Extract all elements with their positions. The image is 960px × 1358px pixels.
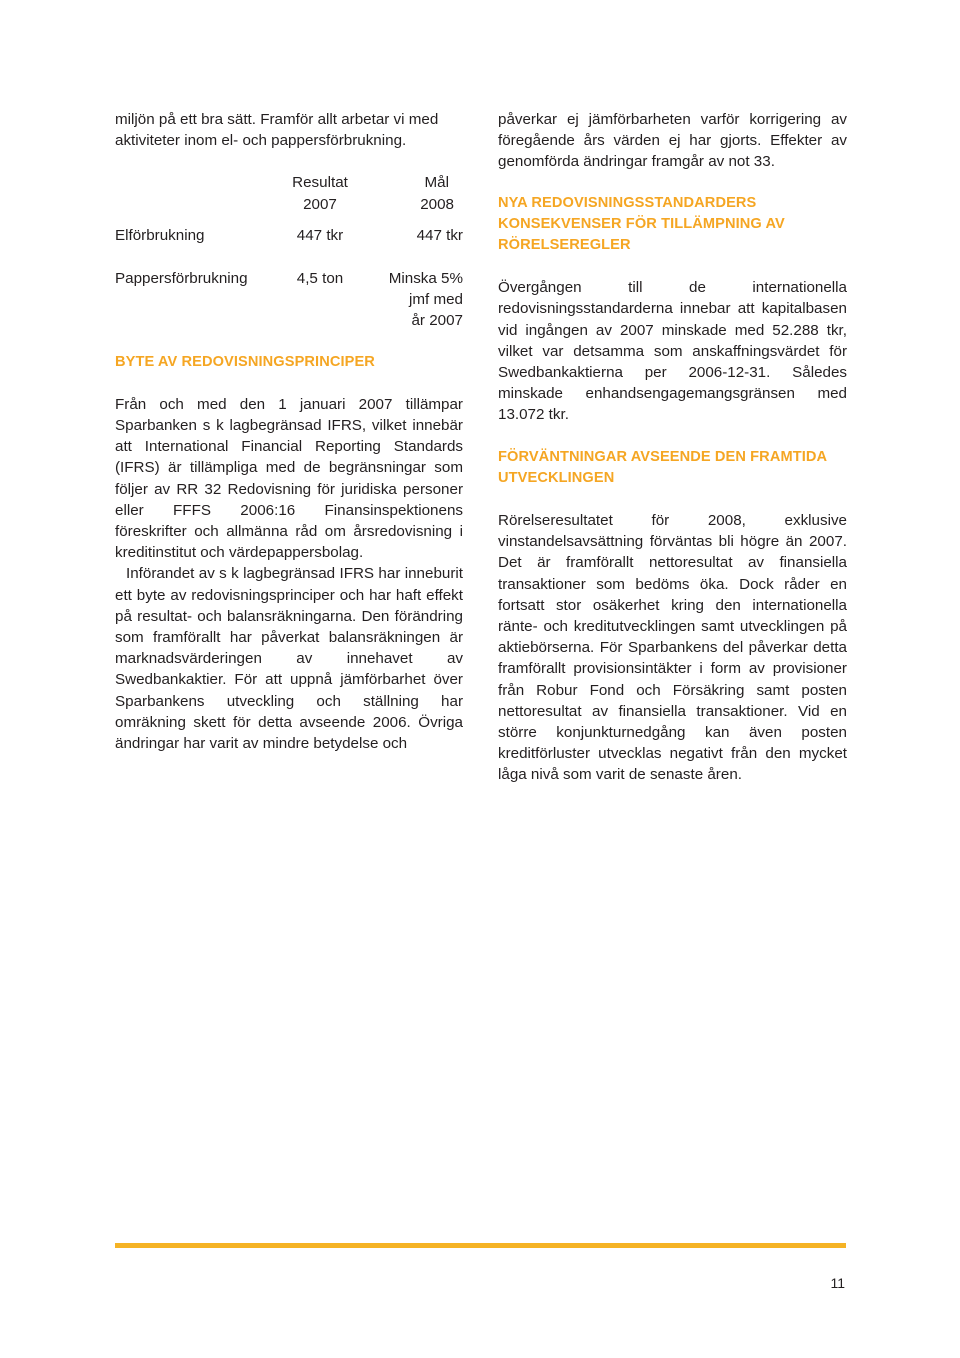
footer-accent-bar	[115, 1243, 846, 1248]
right-column	[498, 109, 847, 786]
paragraph-ifrs-effect: Införandet av s k lagbegränsad IFRS har inneburit ett byte av redovisningsprinciper och har haft effekt på resultat- och balansräkningarna. Den förändring som framförallt har påverkat balansräkningen är marknadsvärderingen av innehavet av Swedbankaktier. För att uppnå jämförbarhet över Sparbankens utveckling och ställning har omräkning skett för detta avseende 2006. Övriga ändringar har varit av mindre betydelse och	[115, 565, 463, 753]
intro-paragraph: miljön på ett bra sätt. Framför allt arbetar vi med aktiviteter inom el- och pappersförbrukning.	[115, 111, 439, 150]
header-result: Resultat 2007	[292, 174, 348, 213]
paragraph-outlook: Rörelseresultatet för 2008, exklusive vinstandelsavsättning förväntas bli högre än 2007. Det är framförallt nettoresultat av finansiella transaktioner som bedöms öka. Dock råder en fortsatt stor osäkerhet kring den internationella ränte- och kreditutvecklingen samt utvecklingen på aktiebörserna. För Sparbankens del påverkar detta framförallt provisionsintäkter i form av provisioner från Robur Fond och Försäkring samt posten nettoresultat av finansiella transaktioner. Vid en större konjunkturnedgång kan även posten kreditförluster utvecklas negativt från den mycket låga nivå som varit de senaste åren.	[498, 512, 847, 784]
table-row: Elförbrukning 447 tkr 447 tkr	[115, 226, 463, 244]
left-column	[115, 109, 463, 754]
table-row: Pappersförbrukning 4,5 ton Minska 5% jmf med år 2007	[115, 270, 463, 330]
table-header-row	[115, 172, 463, 214]
heading-byte-av-redovisningsprinciper: BYTE AV REDOVISNINGSPRINCIPER	[115, 353, 375, 370]
heading-nya-redovisningsstandarder: NYA REDOVISNINGSSTANDARDERS KONSEKVENSER FÖR TILLÄMPNING AV RÖRELSEREGLER	[498, 194, 785, 254]
environment-table	[115, 172, 463, 331]
page-number: 11	[830, 1275, 845, 1291]
paragraph-comparability: påverkar ej jämförbarheten varför korrigering av föregående års värden ej har gjorts. Effekter av genomförda ändringar framgår av not 33.	[498, 111, 847, 171]
header-goal: Mål 2008	[420, 174, 454, 213]
paragraph-ifrs: Från och med den 1 januari 2007 tillämpar Sparbanken s k lagbegränsad IFRS, vilket innebär att International Financial Reporting Standards (IFRS) är tillämpliga med de begränsningar som följer av RR 32 Redovisning för juridiska personer eller FFFS 2006:16 Finansinspektionens föreskrifter och allmänna råd om årsredovisning i kreditinstitut och värdepappersbolag.	[115, 395, 463, 562]
heading-forvantningar: FÖRVÄNTNINGAR AVSEENDE DEN FRAMTIDA UTVECKLINGEN	[498, 448, 827, 486]
paragraph-capital-base: Övergången till de internationella redovisningsstandarderna innebar att kapitalbasen vid ingången av 2007 minskade med 52.288 tkr, vilket var detsamma som anskaffningsvärdet för Swedbankaktierna per 2006-12-31. Således minskade enhandsengagemangsgränsen med 13.072 tkr.	[498, 279, 847, 424]
